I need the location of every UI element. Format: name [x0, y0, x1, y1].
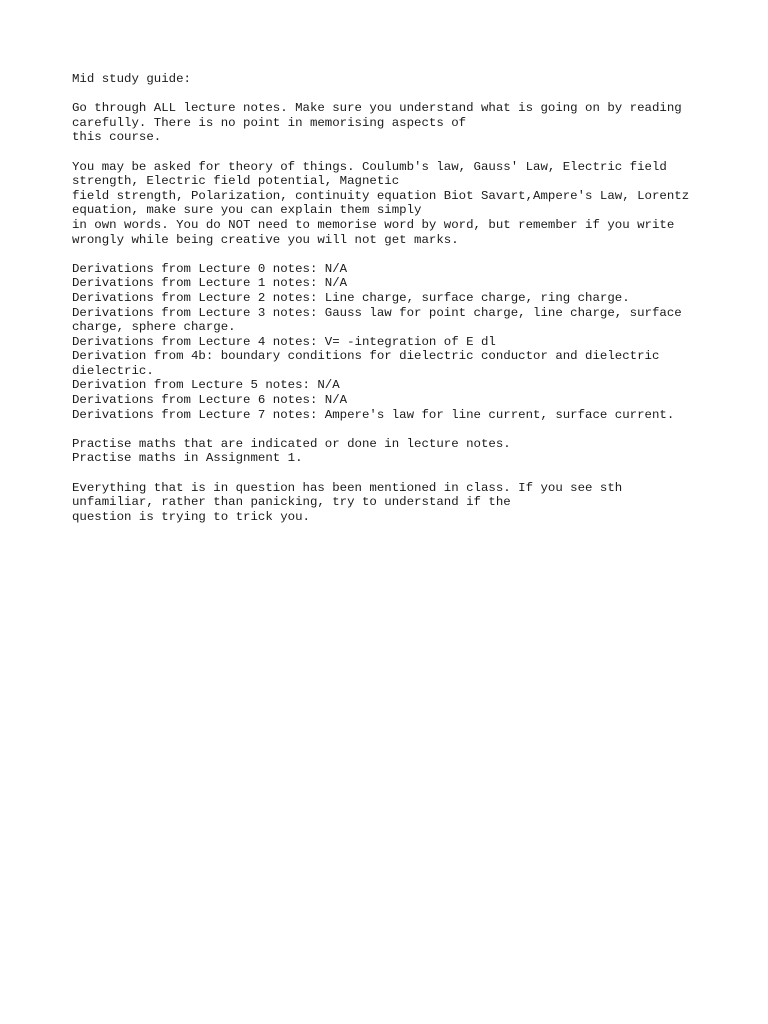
document-page [72, 72, 732, 524]
practise-line: Practise maths in Assignment 1. [72, 451, 303, 466]
derivation-line: Derivation from 4b: boundary conditions for dielectric conductor and dielectric [72, 349, 660, 364]
theory-line: in own words. You do NOT need to memorise word by word, but remember if you write [72, 217, 675, 232]
derivation-line: Derivations from Lecture 3 notes: Gauss law for point charge, line charge, surface [72, 305, 682, 320]
theory-line: field strength, Polarization, continuity equation Biot Savart,Ampere's Law, Lorentz [72, 188, 690, 203]
document-title: Mid study guide: [72, 72, 191, 86]
intro-line: this course. [72, 130, 162, 145]
closing-line: question is trying to trick you. [72, 509, 310, 524]
derivation-line: Derivations from Lecture 2 notes: Line charge, surface charge, ring charge. [72, 290, 630, 305]
theory-line: strength, Electric field potential, Magnetic [72, 174, 400, 189]
intro-line: carefully. There is no point in memorising aspects of [72, 115, 467, 130]
paragraph-gap [72, 87, 732, 102]
theory-line: wrongly while being creative you will not get marks. [72, 232, 459, 247]
intro-line: Go through ALL lecture notes. Make sure you understand what is going on by reading [72, 101, 682, 116]
theory-line: equation, make sure you can explain them simply [72, 203, 422, 218]
derivation-line: Derivations from Lecture 7 notes: Ampere's law for line current, surface current. [72, 407, 675, 422]
intro-paragraph [72, 101, 732, 145]
derivation-line: Derivations from Lecture 0 notes: N/A [72, 261, 348, 276]
theory-line: You may be asked for theory of things. Coulumb's law, Gauss' Law, Electric field [72, 159, 667, 174]
derivation-line: dielectric. [72, 363, 154, 378]
paragraph-gap [72, 466, 732, 481]
closing-line: Everything that is in question has been mentioned in class. If you see sth [72, 480, 623, 495]
derivation-line: Derivation from Lecture 5 notes: N/A [72, 378, 340, 393]
derivation-line: Derivations from Lecture 6 notes: N/A [72, 393, 348, 408]
paragraph-gap [72, 422, 732, 437]
practise-line: Practise maths that are indicated or done in lecture notes. [72, 436, 511, 451]
closing-paragraph [72, 481, 732, 525]
paragraph-gap [72, 145, 732, 160]
practise-paragraph [72, 437, 732, 466]
theory-paragraph [72, 160, 732, 248]
derivation-line: Derivations from Lecture 1 notes: N/A [72, 276, 348, 291]
closing-line: unfamiliar, rather than panicking, try to understand if the [72, 495, 511, 510]
paragraph-gap [72, 247, 732, 262]
derivation-line: charge, sphere charge. [72, 320, 236, 335]
derivation-line: Derivations from Lecture 4 notes: V= -integration of E dl [72, 334, 496, 349]
derivations-list [72, 262, 732, 423]
